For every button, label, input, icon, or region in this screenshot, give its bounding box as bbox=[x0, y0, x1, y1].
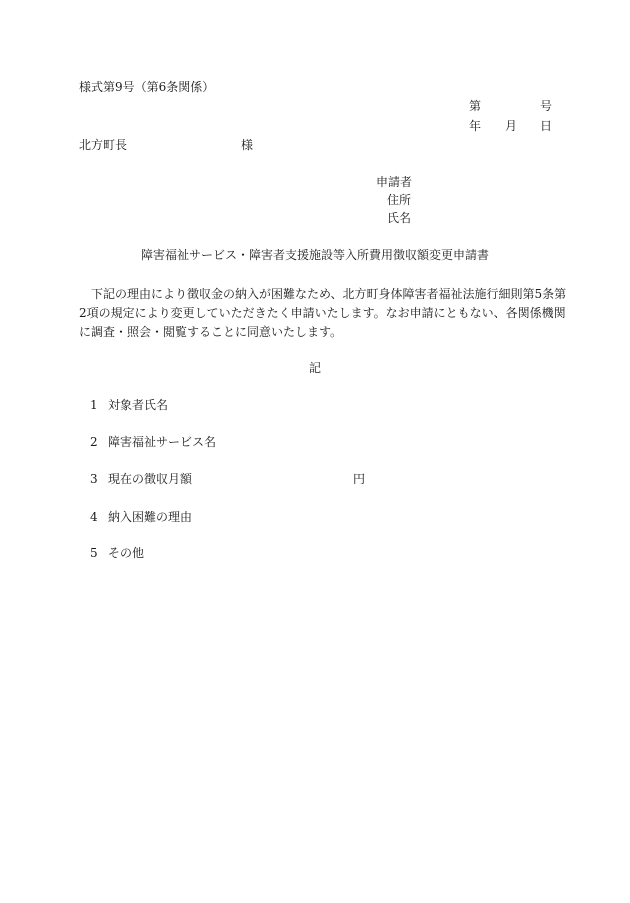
item-label: 障害福祉サービス名 bbox=[108, 435, 217, 449]
addressee-honorific: 様 bbox=[241, 138, 254, 152]
date-year: 年 bbox=[469, 119, 482, 133]
ki-heading: 記 bbox=[308, 361, 321, 375]
body-line: 下記の理由により徴収金の納入が困難なため、北方町身体障害者福祉法施行細則第5条第 bbox=[79, 287, 567, 301]
body-paragraph bbox=[79, 285, 567, 342]
item-label: 現在の徴収月額 bbox=[108, 472, 193, 486]
applicant-label: 申請者 bbox=[376, 175, 413, 189]
item-number: 3 bbox=[90, 472, 98, 486]
item-label: 納入困難の理由 bbox=[108, 510, 193, 524]
item-label: 対象者氏名 bbox=[108, 398, 169, 412]
addressee-name: 北方町長 bbox=[79, 138, 128, 152]
item-label: その他 bbox=[108, 546, 145, 560]
applicant-name-label: 氏名 bbox=[387, 211, 412, 225]
yen-unit: 円 bbox=[353, 472, 366, 486]
date-day: 日 bbox=[540, 119, 553, 133]
item-number: 5 bbox=[90, 546, 98, 560]
doc-number-suffix: 号 bbox=[540, 99, 553, 113]
form-number: 様式第9号（第6条関係） bbox=[79, 80, 215, 94]
body-line: 2項の規定により変更していただきたく申請いたします。なお申請にともない、各関係機関 bbox=[79, 306, 566, 320]
item-number: 4 bbox=[90, 510, 98, 524]
item-number: 2 bbox=[90, 435, 98, 449]
item-number: 1 bbox=[90, 398, 98, 412]
applicant-address-label: 住所 bbox=[387, 193, 412, 207]
document-title: 障害福祉サービス・障害者支援施設等入所費用徴収額変更申請書 bbox=[140, 248, 489, 262]
date-month: 月 bbox=[505, 119, 518, 133]
doc-number-prefix: 第 bbox=[469, 99, 482, 113]
body-line: に調査・照会・閲覧することに同意いたします。 bbox=[79, 325, 343, 339]
